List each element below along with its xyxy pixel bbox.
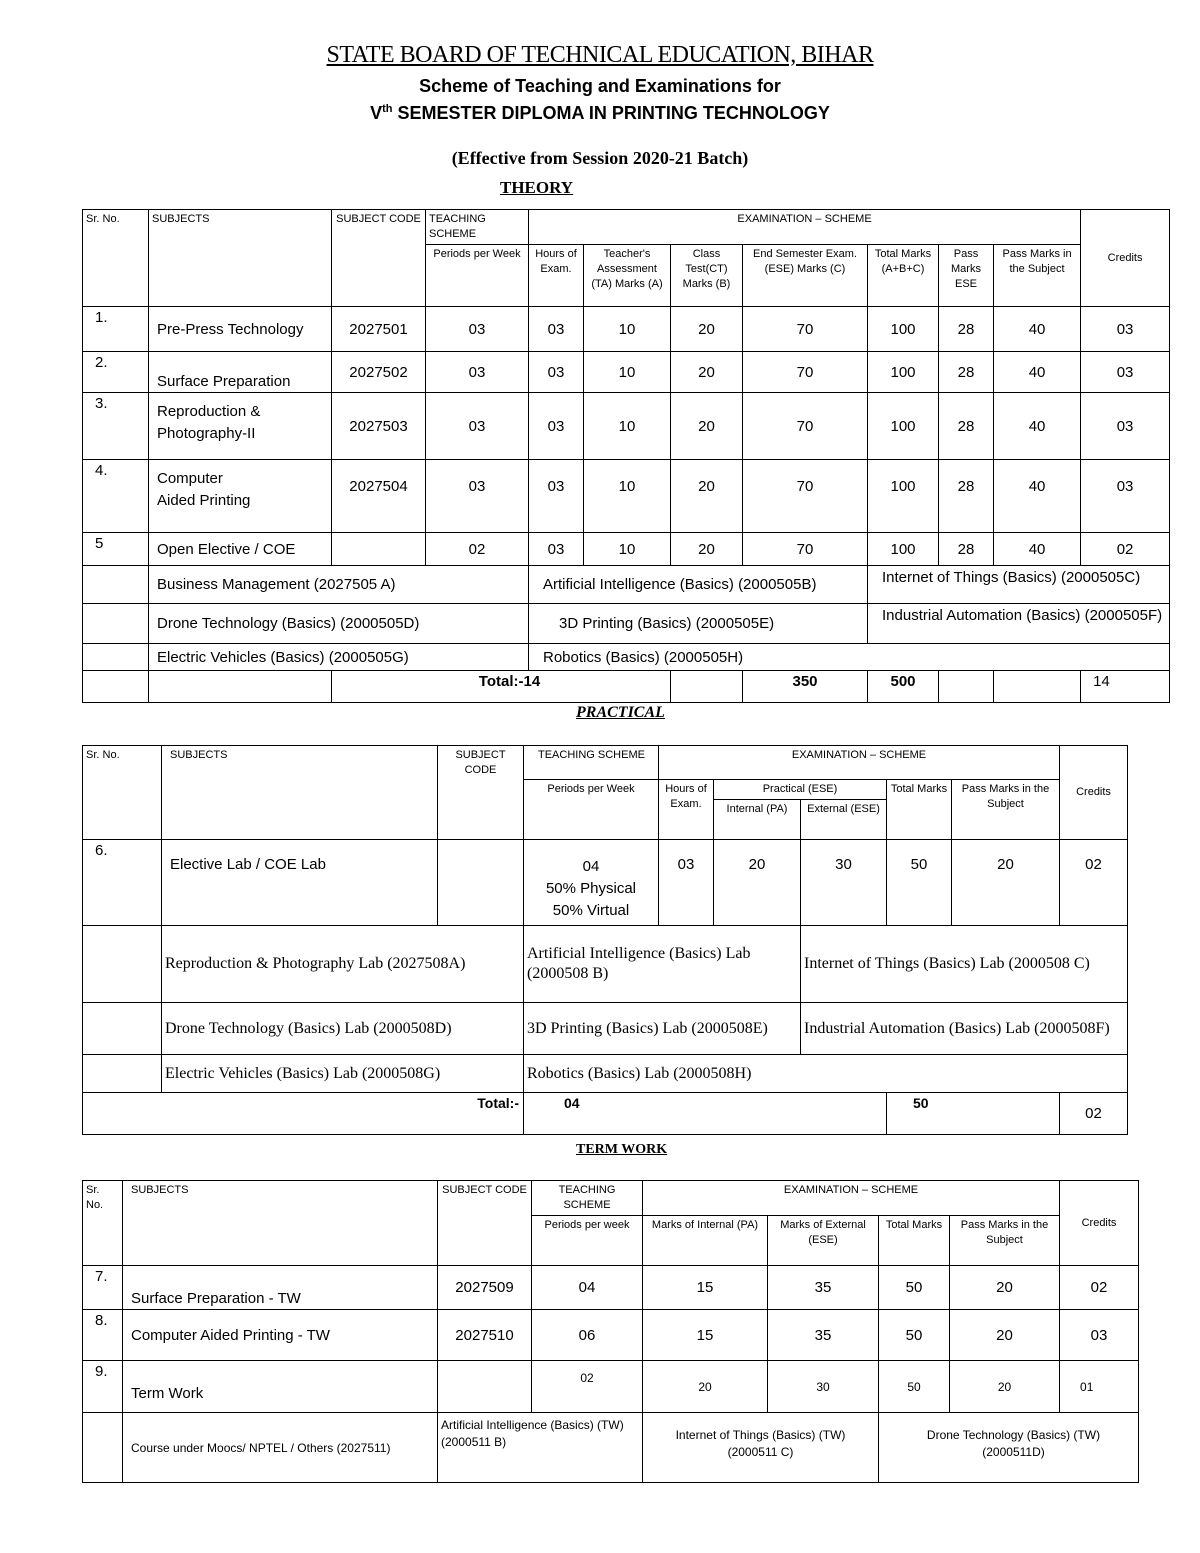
total-credits: 14: [1081, 671, 1170, 703]
row-hours: 03: [529, 352, 584, 393]
row-credits: 03: [1081, 352, 1170, 393]
row-ct: 20: [671, 307, 743, 352]
row-subject: Surface Preparation - TW: [123, 1266, 438, 1310]
row-hours: 03: [529, 460, 584, 533]
row-virtual: 50% Virtual: [552, 902, 630, 919]
header-internal: Marks of Internal (PA): [643, 1216, 768, 1266]
row-code: 2027504: [332, 460, 426, 533]
header-code: SUBJECT CODE: [438, 746, 524, 840]
header-periods: Periods per week: [532, 1216, 643, 1266]
row-pass-subject: 40: [994, 393, 1081, 460]
row-credits: 03: [1060, 1310, 1139, 1361]
row-ese: 70: [743, 352, 868, 393]
row-periods: 02: [532, 1361, 643, 1413]
row-pass-ese: 28: [939, 307, 994, 352]
row-pass-subject: 40: [994, 460, 1081, 533]
header-internal: Internal (PA): [714, 800, 801, 840]
header-external: Marks of External (ESE): [768, 1216, 879, 1266]
practical-table: [82, 745, 1128, 1135]
row-subject: Computer Aided Printing - TW: [123, 1310, 438, 1361]
header-sr: Sr. No.: [83, 1181, 123, 1266]
row-credits: 01: [1060, 1361, 1139, 1413]
row-ta: 10: [584, 352, 671, 393]
row-ta: 10: [584, 533, 671, 566]
elective-option: Industrial Automation (Basics) Lab (2000508F): [801, 1003, 1128, 1055]
row-pass: 20: [950, 1361, 1060, 1413]
header-ese: End Semester Exam. (ESE) Marks (C): [743, 245, 868, 307]
row-internal: 15: [643, 1266, 768, 1310]
table-row: [83, 533, 1170, 566]
row-total: 100: [868, 307, 939, 352]
row-pass: 20: [950, 1266, 1060, 1310]
row-credits: 02: [1081, 533, 1170, 566]
elective-option: 3D Printing (Basics) Lab (2000508E): [524, 1003, 801, 1055]
theory-table: [82, 209, 1170, 703]
row-code: 2027502: [332, 352, 426, 393]
moocs-option: Internet of Things (Basics) (TW) (2000511 C): [643, 1413, 879, 1483]
elective-option: Artificial Intelligence (Basics) (2000505B): [529, 566, 868, 604]
row-hours: 03: [529, 393, 584, 460]
elective-option: Robotics (Basics) Lab (2000508H): [524, 1055, 1128, 1093]
row-sr: 8.: [83, 1310, 123, 1361]
header-teaching: TEACHING SCHEME: [532, 1181, 643, 1216]
table-row: [83, 1266, 1139, 1310]
row-credits: 02: [1060, 840, 1128, 926]
row-pass-subject: 40: [994, 352, 1081, 393]
row-periods: 03: [426, 307, 529, 352]
row-internal: 20: [714, 840, 801, 926]
header-periods: Periods per Week: [524, 780, 659, 840]
moocs-course: Course under Moocs/ NPTEL / Others (2027511): [123, 1413, 438, 1483]
elective-option: Internet of Things (Basics) (2000505C): [868, 566, 1170, 604]
header-total: Total Marks: [879, 1216, 950, 1266]
termwork-table: [82, 1180, 1139, 1483]
row-physical: 50% Physical: [545, 880, 637, 897]
row-code: 2027501: [332, 307, 426, 352]
row-pass-ese: 28: [939, 533, 994, 566]
row-total: 50: [879, 1266, 950, 1310]
row-external: 30: [768, 1361, 879, 1413]
header-ct: Class Test(CT) Marks (B): [671, 245, 743, 307]
header-periods: Periods per Week: [426, 245, 529, 307]
effective-session: (Effective from Session 2020-21 Batch): [451, 148, 749, 168]
row-pass-subject: 40: [994, 533, 1081, 566]
row-sr: 1.: [83, 307, 149, 352]
elective-row: [83, 566, 1170, 604]
row-sr: 6.: [83, 840, 162, 926]
row-code: 2027510: [438, 1310, 532, 1361]
elective-option: Electric Vehicles (Basics) (2000505G): [149, 644, 529, 671]
row-pass-ese: 28: [939, 460, 994, 533]
scheme-subtitle: Scheme of Teaching and Examinations for: [419, 76, 781, 96]
row-periods: 06: [532, 1310, 643, 1361]
row-subject: Elective Lab / COE Lab: [162, 840, 438, 926]
total-row: [83, 671, 1170, 703]
row-pass-ese: 28: [939, 393, 994, 460]
row-periods: 03: [426, 352, 529, 393]
row-ta: 10: [584, 393, 671, 460]
elective-row: [83, 1055, 1128, 1093]
row-total: 100: [868, 460, 939, 533]
header-total: Total Marks (A+B+C): [868, 245, 939, 307]
elective-option: Drone Technology (Basics) Lab (2000508D): [162, 1003, 524, 1055]
total-label: Total:-14: [332, 671, 671, 703]
elective-option: Robotics (Basics) (2000505H): [529, 644, 1170, 671]
header-subjects: SUBJECTS: [123, 1181, 438, 1266]
row-periods-cell: [524, 840, 659, 926]
row-sr: 2.: [83, 352, 149, 393]
row-total: 50: [879, 1361, 950, 1413]
header-pass: Pass Marks in the Subject: [950, 1216, 1060, 1266]
row-external: 35: [768, 1310, 879, 1361]
elective-option: Drone Technology (Basics) (2000505D): [149, 604, 529, 644]
row-ct: 20: [671, 460, 743, 533]
table-row: [83, 1310, 1139, 1361]
elective-option: Electric Vehicles (Basics) Lab (2000508G): [162, 1055, 524, 1093]
row-subject: Surface Preparation: [149, 352, 332, 393]
row-total: 100: [868, 393, 939, 460]
total-marks: 500: [868, 671, 939, 703]
row-pass: 20: [950, 1310, 1060, 1361]
table-row: [83, 1361, 1139, 1413]
elective-option: Industrial Automation (Basics) (2000505F): [868, 604, 1170, 644]
header-sr: Sr. No.: [83, 210, 149, 307]
table-row: [83, 840, 1128, 926]
row-ta: 10: [584, 460, 671, 533]
row-credits: 03: [1081, 393, 1170, 460]
row-ese: 70: [743, 307, 868, 352]
header-code: SUBJECT CODE: [438, 1181, 532, 1266]
row-subject: Open Elective / COE: [149, 533, 332, 566]
row-ct: 20: [671, 352, 743, 393]
header-code: SUBJECT CODE: [332, 210, 426, 307]
header-hours: Hours of Exam.: [659, 780, 714, 840]
row-ta: 10: [584, 307, 671, 352]
header-pass-subject: Pass Marks in the Subject: [994, 245, 1081, 307]
table-row: [83, 307, 1170, 352]
elective-option: Internet of Things (Basics) Lab (2000508 C): [801, 926, 1128, 1003]
total-ese: 350: [743, 671, 868, 703]
table-row: [83, 352, 1170, 393]
elective-option: Artificial Intelligence (Basics) Lab (2000508 B): [524, 926, 801, 1003]
header-teaching: TEACHING SCHEME: [524, 746, 659, 780]
row-credits: 02: [1060, 1266, 1139, 1310]
row-periods: 02: [426, 533, 529, 566]
theory-section-title: THEORY: [500, 178, 574, 197]
row-external: 30: [801, 840, 887, 926]
header-exam: EXAMINATION – SCHEME: [529, 210, 1081, 245]
row-periods: 03: [426, 393, 529, 460]
row-ct: 20: [671, 393, 743, 460]
moocs-row: [83, 1413, 1139, 1483]
header-exam: EXAMINATION – SCHEME: [643, 1181, 1060, 1216]
total-row: [83, 1093, 1128, 1135]
header-pass: Pass Marks in the Subject: [952, 780, 1060, 840]
row-periods: 03: [426, 460, 529, 533]
elective-option: Reproduction & Photography Lab (2027508A): [162, 926, 524, 1003]
row-ese: 70: [743, 533, 868, 566]
row-credits: 03: [1081, 307, 1170, 352]
row-total: 100: [868, 352, 939, 393]
total-label: Total:-: [83, 1093, 524, 1135]
row-code: 2027503: [332, 393, 426, 460]
row-internal: 20: [643, 1361, 768, 1413]
header-external: External (ESE): [801, 800, 887, 840]
elective-row: [83, 926, 1128, 1003]
row-sr: 7.: [83, 1266, 123, 1310]
board-title: STATE BOARD OF TECHNICAL EDUCATION, BIHAR: [326, 42, 874, 68]
row-ese: 70: [743, 393, 868, 460]
row-sr: 9.: [83, 1361, 123, 1413]
row-periods: 04: [582, 858, 600, 875]
header-hours: Hours of Exam.: [529, 245, 584, 307]
header-exam: EXAMINATION – SCHEME: [659, 746, 1060, 780]
table-row: [83, 393, 1170, 460]
row-hours: 03: [529, 307, 584, 352]
elective-row: [83, 604, 1170, 644]
row-subject: Reproduction & Photography-II: [149, 393, 332, 460]
header-ta: Teacher's Assessment (TA) Marks (A): [584, 245, 671, 307]
header-credits: Credits: [1060, 746, 1128, 840]
total-periods: 04: [524, 1093, 887, 1135]
header-teaching: TEACHING SCHEME: [426, 210, 529, 245]
row-ct: 20: [671, 533, 743, 566]
elective-option: Business Management (2027505 A): [149, 566, 529, 604]
practical-section-title: PRACTICAL: [576, 704, 665, 721]
header-pass-ese: Pass Marks ESE: [939, 245, 994, 307]
moocs-option: Artificial Intelligence (Basics) (TW) (2000511 B): [438, 1413, 643, 1483]
row-internal: 15: [643, 1310, 768, 1361]
row-hours: 03: [529, 533, 584, 566]
row-credits: 03: [1081, 460, 1170, 533]
elective-row: [83, 644, 1170, 671]
row-periods: 04: [532, 1266, 643, 1310]
row-subject: Term Work: [123, 1361, 438, 1413]
header-subjects: SUBJECTS: [162, 746, 438, 840]
row-pass-ese: 28: [939, 352, 994, 393]
row-subject: Pre-Press Technology: [149, 307, 332, 352]
row-pass: 20: [952, 840, 1060, 926]
row-subject: Computer Aided Printing: [149, 460, 332, 533]
header-practical: Practical (ESE): [714, 780, 887, 800]
header-credits: Credits: [1060, 1181, 1139, 1266]
row-sr: 4.: [83, 460, 149, 533]
row-code: [332, 533, 426, 566]
row-sr: 5: [83, 533, 149, 566]
row-sr: 3.: [83, 393, 149, 460]
total-credits: 02: [1060, 1093, 1128, 1135]
moocs-option: Drone Technology (Basics) (TW) (2000511D): [879, 1413, 1139, 1483]
semester-title: Vth SEMESTER DIPLOMA IN PRINTING TECHNOLOGY: [370, 103, 830, 123]
row-total: 50: [879, 1310, 950, 1361]
row-pass-subject: 40: [994, 307, 1081, 352]
row-total: 50: [887, 840, 952, 926]
row-code: 2027509: [438, 1266, 532, 1310]
table-row: [83, 460, 1170, 533]
elective-option: 3D Printing (Basics) (2000505E): [529, 604, 868, 644]
row-total: 100: [868, 533, 939, 566]
total-marks: 50: [887, 1093, 1060, 1135]
header-credits: Credits: [1081, 210, 1170, 307]
row-ese: 70: [743, 460, 868, 533]
header-total: Total Marks: [887, 780, 952, 840]
header-subjects: SUBJECTS: [149, 210, 332, 307]
elective-row: [83, 1003, 1128, 1055]
row-external: 35: [768, 1266, 879, 1310]
header-sr: Sr. No.: [83, 746, 162, 840]
termwork-section-title: TERM WORK: [576, 1142, 668, 1157]
row-hours: 03: [659, 840, 714, 926]
